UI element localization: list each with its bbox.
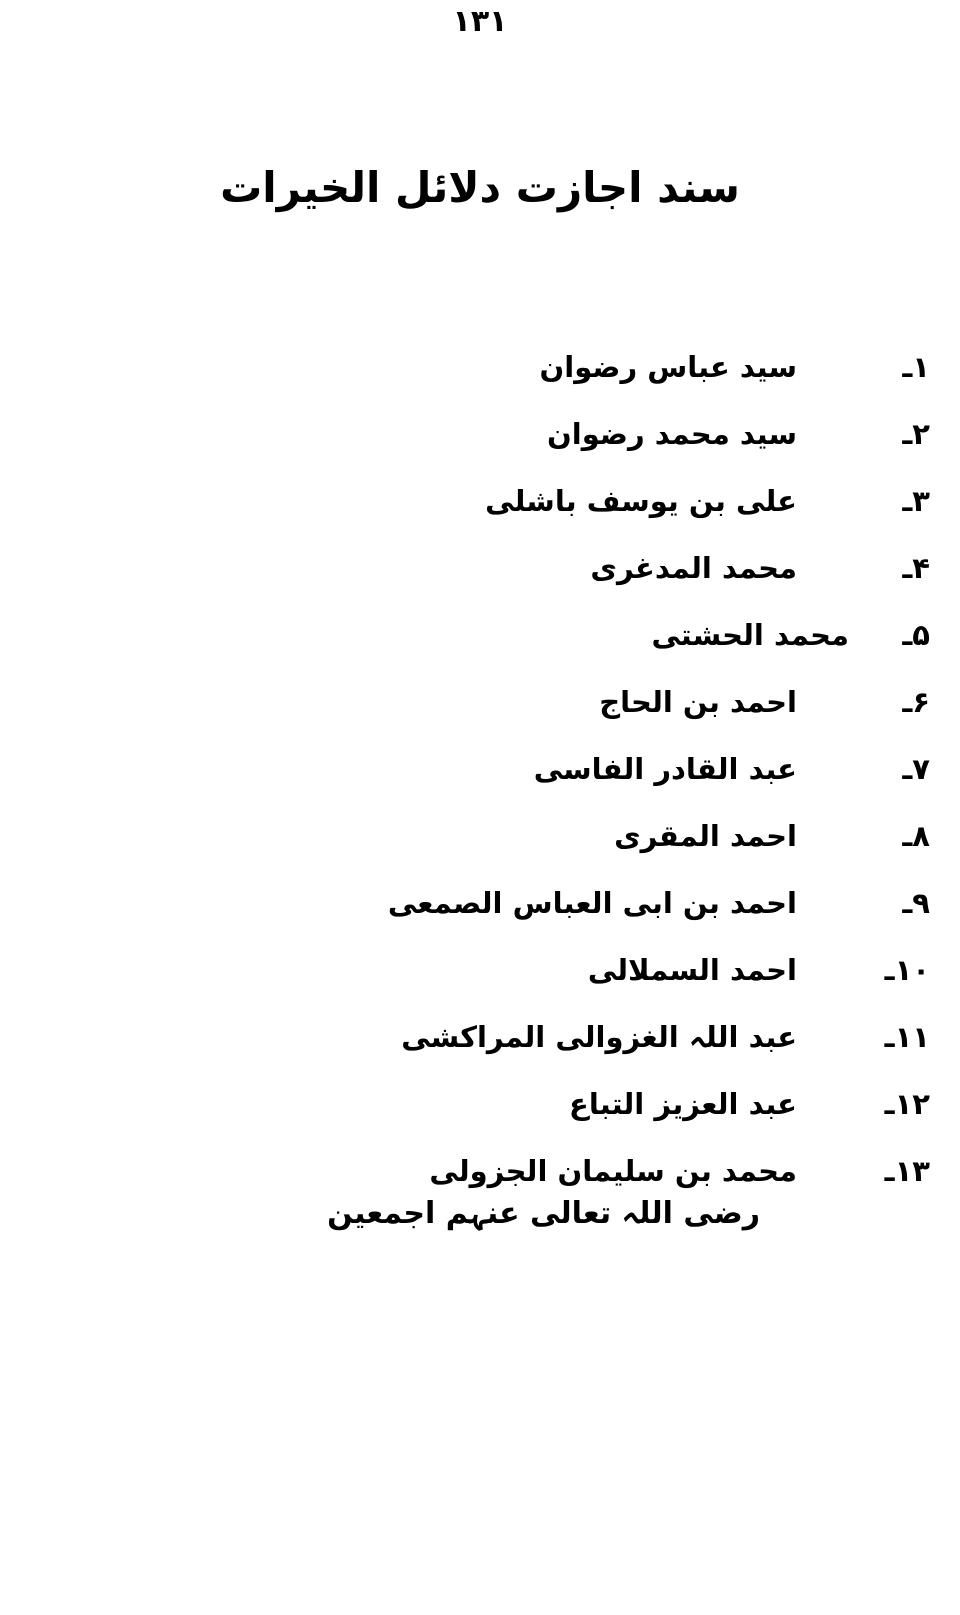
item-number: ۷ـ — [902, 751, 930, 786]
item-name: سید محمد رضوان — [547, 416, 797, 451]
closing-line: رضی اللہ تعالی عنہم اجمعین — [327, 1196, 760, 1231]
list-item — [0, 668, 960, 735]
list-item — [0, 735, 960, 802]
sanad-list — [0, 333, 960, 1204]
list-item — [0, 534, 960, 601]
list-item — [0, 1070, 960, 1137]
item-name: عبد القادر الفاسی — [533, 751, 797, 786]
item-name: احمد بن ابی العباس الصمعی — [387, 885, 797, 920]
item-name: عبد اللہ الغزوالی المراکشی — [401, 1019, 797, 1054]
item-name: سید عباس رضوان — [539, 349, 797, 384]
item-number: ۱۱ـ — [884, 1019, 930, 1054]
list-item — [0, 869, 960, 936]
item-number: ۶ـ — [902, 684, 930, 719]
item-name: محمد المدغری — [590, 550, 797, 585]
item-number: ۱۳ـ — [884, 1153, 930, 1188]
item-name: احمد المقری — [614, 818, 797, 853]
item-number: ۵ـ — [902, 617, 930, 652]
list-item — [0, 802, 960, 869]
page-title: سند اجازت دلائل الخیرات — [220, 163, 740, 212]
item-name: محمد الحشتی — [651, 617, 849, 652]
item-number: ۲ـ — [902, 416, 930, 451]
item-number: ۳ـ — [902, 483, 930, 518]
list-item — [0, 400, 960, 467]
item-name: احمد بن الحاج — [599, 684, 797, 719]
item-number: ۸ـ — [902, 818, 930, 853]
item-name: علی بن یوسف باشلی — [485, 483, 797, 518]
list-item — [0, 467, 960, 534]
list-item — [0, 333, 960, 400]
list-item — [0, 1003, 960, 1070]
item-name: احمد السملالی — [587, 952, 797, 987]
item-number: ۱۲ـ — [884, 1086, 930, 1121]
item-number: ۱۰ـ — [884, 952, 930, 987]
item-number: ۱ـ — [902, 349, 930, 384]
list-item — [0, 601, 960, 668]
item-number: ۹ـ — [902, 885, 930, 920]
item-name: محمد بن سلیمان الجزولی — [429, 1153, 797, 1188]
item-name: عبد العزیز التباع — [569, 1086, 797, 1121]
list-item — [0, 936, 960, 1003]
page-number: ۱۳۱ — [452, 4, 508, 39]
item-number: ۴ـ — [902, 550, 930, 585]
list-item — [0, 1137, 960, 1204]
